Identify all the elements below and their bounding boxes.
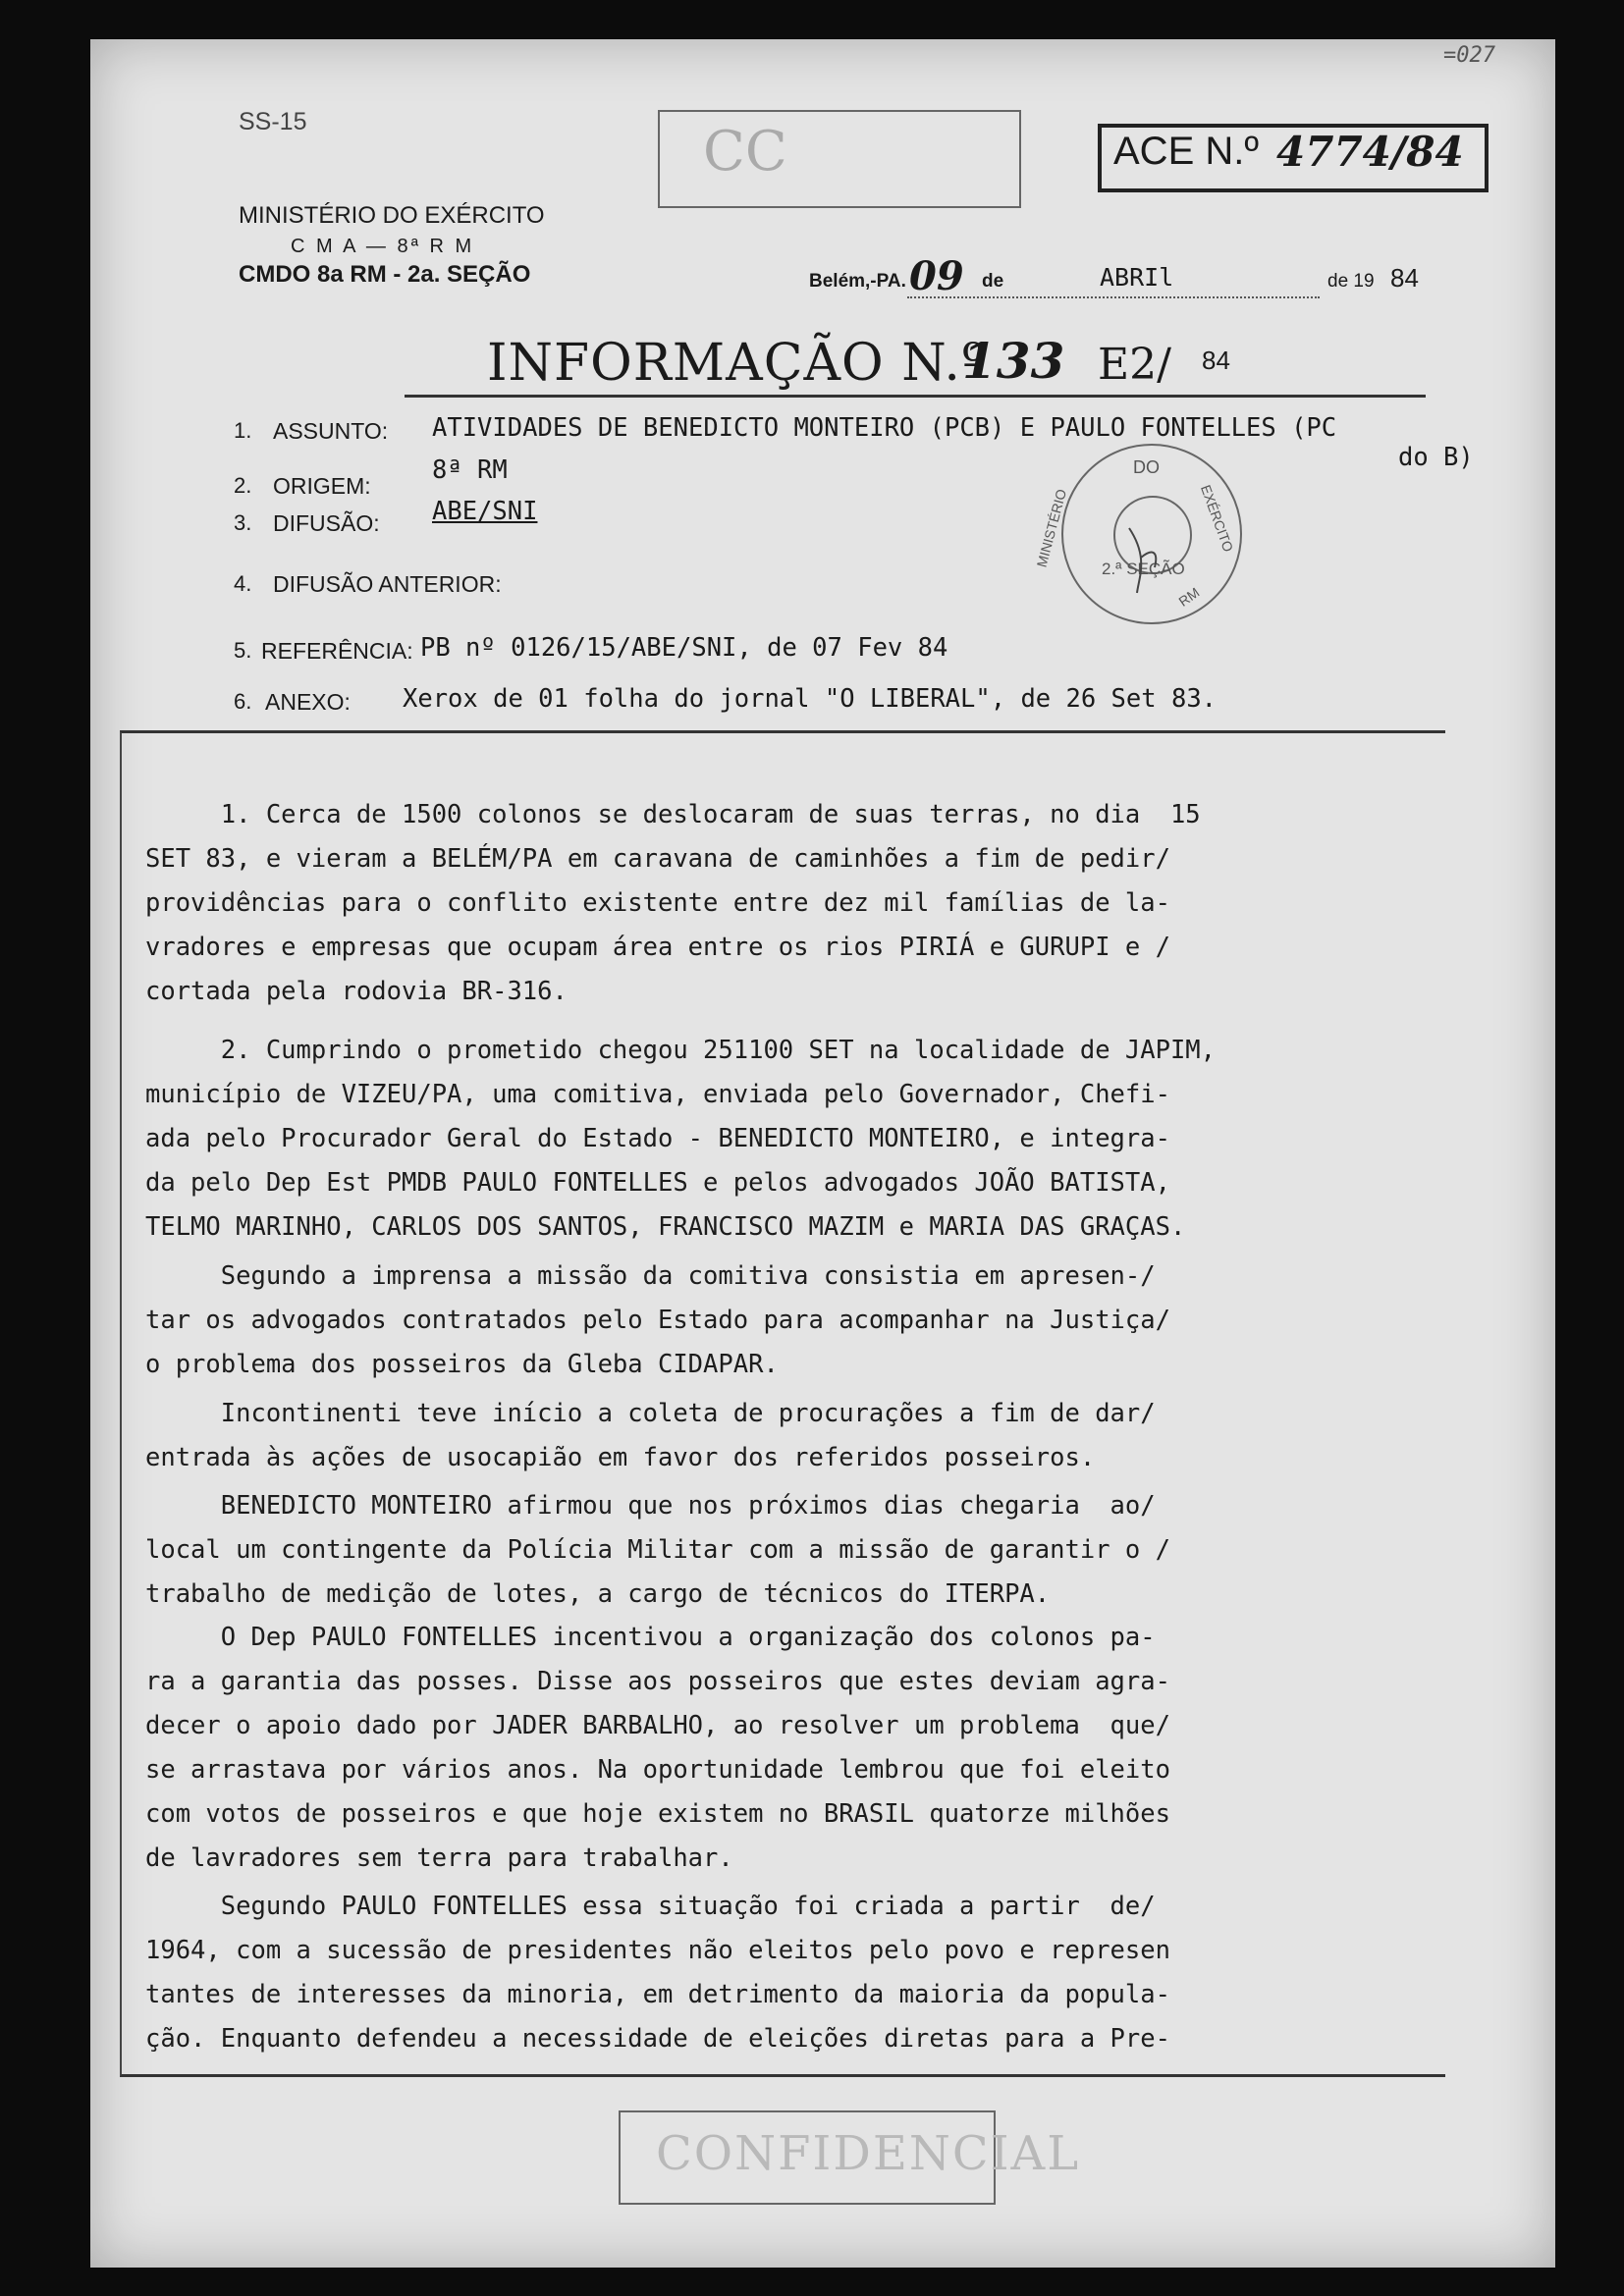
body-line: 1. Cerca de 1500 colonos se deslocaram de suas terras, no dia 15	[145, 800, 1201, 829]
body-line: Segundo PAULO FONTELLES essa situação foi criada a partir de/	[145, 1892, 1156, 1921]
field-label-referencia: REFERÊNCIA:	[261, 638, 413, 664]
body-line: trabalho de medição de lotes, a cargo de técnicos do ITERPA.	[145, 1579, 1051, 1609]
body-line: BENEDICTO MONTEIRO afirmou que nos próximos dias chegaria ao/	[145, 1491, 1156, 1521]
field-value-referencia: PB nº 0126/15/ABE/SNI, de 07 Fev 84	[420, 633, 948, 663]
field-number: 1.	[234, 418, 252, 443]
information-title: INFORMAÇÃO N.º	[487, 334, 987, 393]
seal-top-text: DO	[1133, 457, 1160, 477]
ace-number: 4774/84	[1276, 128, 1464, 176]
ministry-line-1: MINISTÉRIO DO EXÉRCITO	[239, 202, 545, 229]
field-label-assunto: ASSUNTO:	[273, 418, 389, 444]
signature-mark	[1119, 518, 1178, 577]
date-year: 84	[1390, 263, 1419, 293]
body-line: local um contingente da Polícia Militar com a missão de garantir o /	[145, 1535, 1170, 1565]
body-line: ção. Enquanto defendeu a necessidade de eleições diretas para a Pre-	[145, 2024, 1170, 2054]
body-line: 2. Cumprindo o prometido chegou 251100 SET na localidade de JAPIM,	[145, 1036, 1217, 1065]
seal-right-text: EXÉRCITO	[1197, 482, 1237, 555]
field-value-origem: 8ª RM	[432, 455, 508, 485]
field-value-assunto: ATIVIDADES DE BENEDICTO MONTEIRO (PCB) E PAULO FONTELLES (PC	[432, 413, 1337, 443]
body-line: com votos de posseiros e que hoje existem no BRASIL quatorze milhões	[145, 1799, 1170, 1829]
field-label-origem: ORIGEM:	[273, 473, 371, 499]
field-number: 6.	[234, 689, 252, 714]
field-label-difusao: DIFUSÃO:	[273, 510, 380, 536]
confidential-stamp: CONFIDENCIAL	[656, 2126, 1081, 2181]
field-label-anexo: ANEXO:	[265, 689, 351, 715]
ministry-line-3: CMDO 8a RM - 2a. SEÇÃO	[239, 261, 531, 288]
body-line: entrada às ações de usocapião em favor dos referidos posseiros.	[145, 1443, 1096, 1472]
body-line: TELMO MARINHO, CARLOS DOS SANTOS, FRANCISCO MAZIM e MARIA DAS GRAÇAS.	[145, 1212, 1186, 1242]
body-line: cortada pela rodovia BR-316.	[145, 977, 568, 1006]
information-suffix: E2/	[1098, 340, 1171, 390]
corner-mark: =027	[1443, 43, 1495, 68]
date-de-2: de 19	[1327, 271, 1375, 292]
body-line: vradores e empresas que ocupam área entre os rios PIRIÁ e GURUPI e /	[145, 933, 1170, 962]
body-line: O Dep PAULO FONTELLES incentivou a organização dos colonos pa-	[145, 1623, 1156, 1652]
seal-left-text: MINISTÉRIO	[1033, 487, 1070, 569]
body-line: decer o apoio dado por JADER BARBALHO, ao resolver um problema que/	[145, 1711, 1170, 1740]
field-number: 5.	[234, 638, 252, 663]
ministry-line-2: C M A — 8ª R M	[291, 236, 475, 257]
field-value-anexo: Xerox de 01 folha do jornal "O LIBERAL", de 26 Set 83.	[403, 684, 1218, 714]
field-value-assunto-cont: do B)	[1398, 443, 1474, 472]
date-underline	[907, 296, 1320, 298]
body-line: ra a garantia das posses. Disse aos posseiros que estes deviam agra-	[145, 1667, 1170, 1696]
body-line: município de VIZEU/PA, uma comitiva, enviada pelo Governador, Chefi-	[145, 1080, 1170, 1109]
body-line: 1964, com a sucessão de presidentes não eleitos pelo povo e represen	[145, 1936, 1170, 1965]
body-line: tantes de interesses da minoria, em detrimento da maioria da popula-	[145, 1980, 1170, 2009]
body-line: Segundo a imprensa a missão da comitiva consistia em apresen-/	[145, 1261, 1156, 1291]
body-line: SET 83, e vieram a BELÉM/PA em caravana de caminhões a fim de pedir/	[145, 844, 1170, 874]
body-line: Incontinenti teve início a coleta de procurações a fim de dar/	[145, 1399, 1156, 1428]
body-line: ada pelo Procurador Geral do Estado - BENEDICTO MONTEIRO, e integra-	[145, 1124, 1170, 1153]
ace-label: ACE N.º	[1113, 130, 1259, 173]
body-line: o problema dos posseiros da Gleba CIDAPAR.	[145, 1350, 779, 1379]
top-stamp-text: CC	[703, 120, 787, 184]
body-line: se arrastava por vários anos. Na oportunidade lembrou que foi eleito	[145, 1755, 1170, 1785]
field-number: 3.	[234, 510, 252, 535]
place-date-label: Belém,-PA.	[809, 271, 906, 292]
body-line: providências para o conflito existente entre dez mil famílias de la-	[145, 888, 1170, 918]
field-label-difusao-anterior: DIFUSÃO ANTERIOR:	[273, 571, 502, 597]
field-number: 2.	[234, 473, 252, 498]
seal-bottom-text: RM	[1175, 584, 1203, 610]
field-value-difusao: ABE/SNI	[432, 497, 538, 526]
information-number: 133	[962, 332, 1065, 390]
seal-center-text: 2.ª SEÇÃO	[1102, 560, 1185, 578]
body-line: tar os advogados contratados pelo Estado para acompanhar na Justiça/	[145, 1306, 1170, 1335]
information-year: 84	[1202, 346, 1230, 375]
corner-code: SS-15	[239, 108, 307, 135]
title-underline	[405, 395, 1426, 398]
field-number: 4.	[234, 571, 252, 596]
body-line: de lavradores sem terra para trabalhar.	[145, 1843, 733, 1873]
date-de-1: de	[982, 271, 1004, 292]
date-day: 09	[909, 253, 964, 299]
body-line: da pelo Dep Est PMDB PAULO FONTELLES e pelos advogados JOÃO BATISTA,	[145, 1168, 1170, 1198]
date-month: ABRIl	[1100, 263, 1174, 292]
